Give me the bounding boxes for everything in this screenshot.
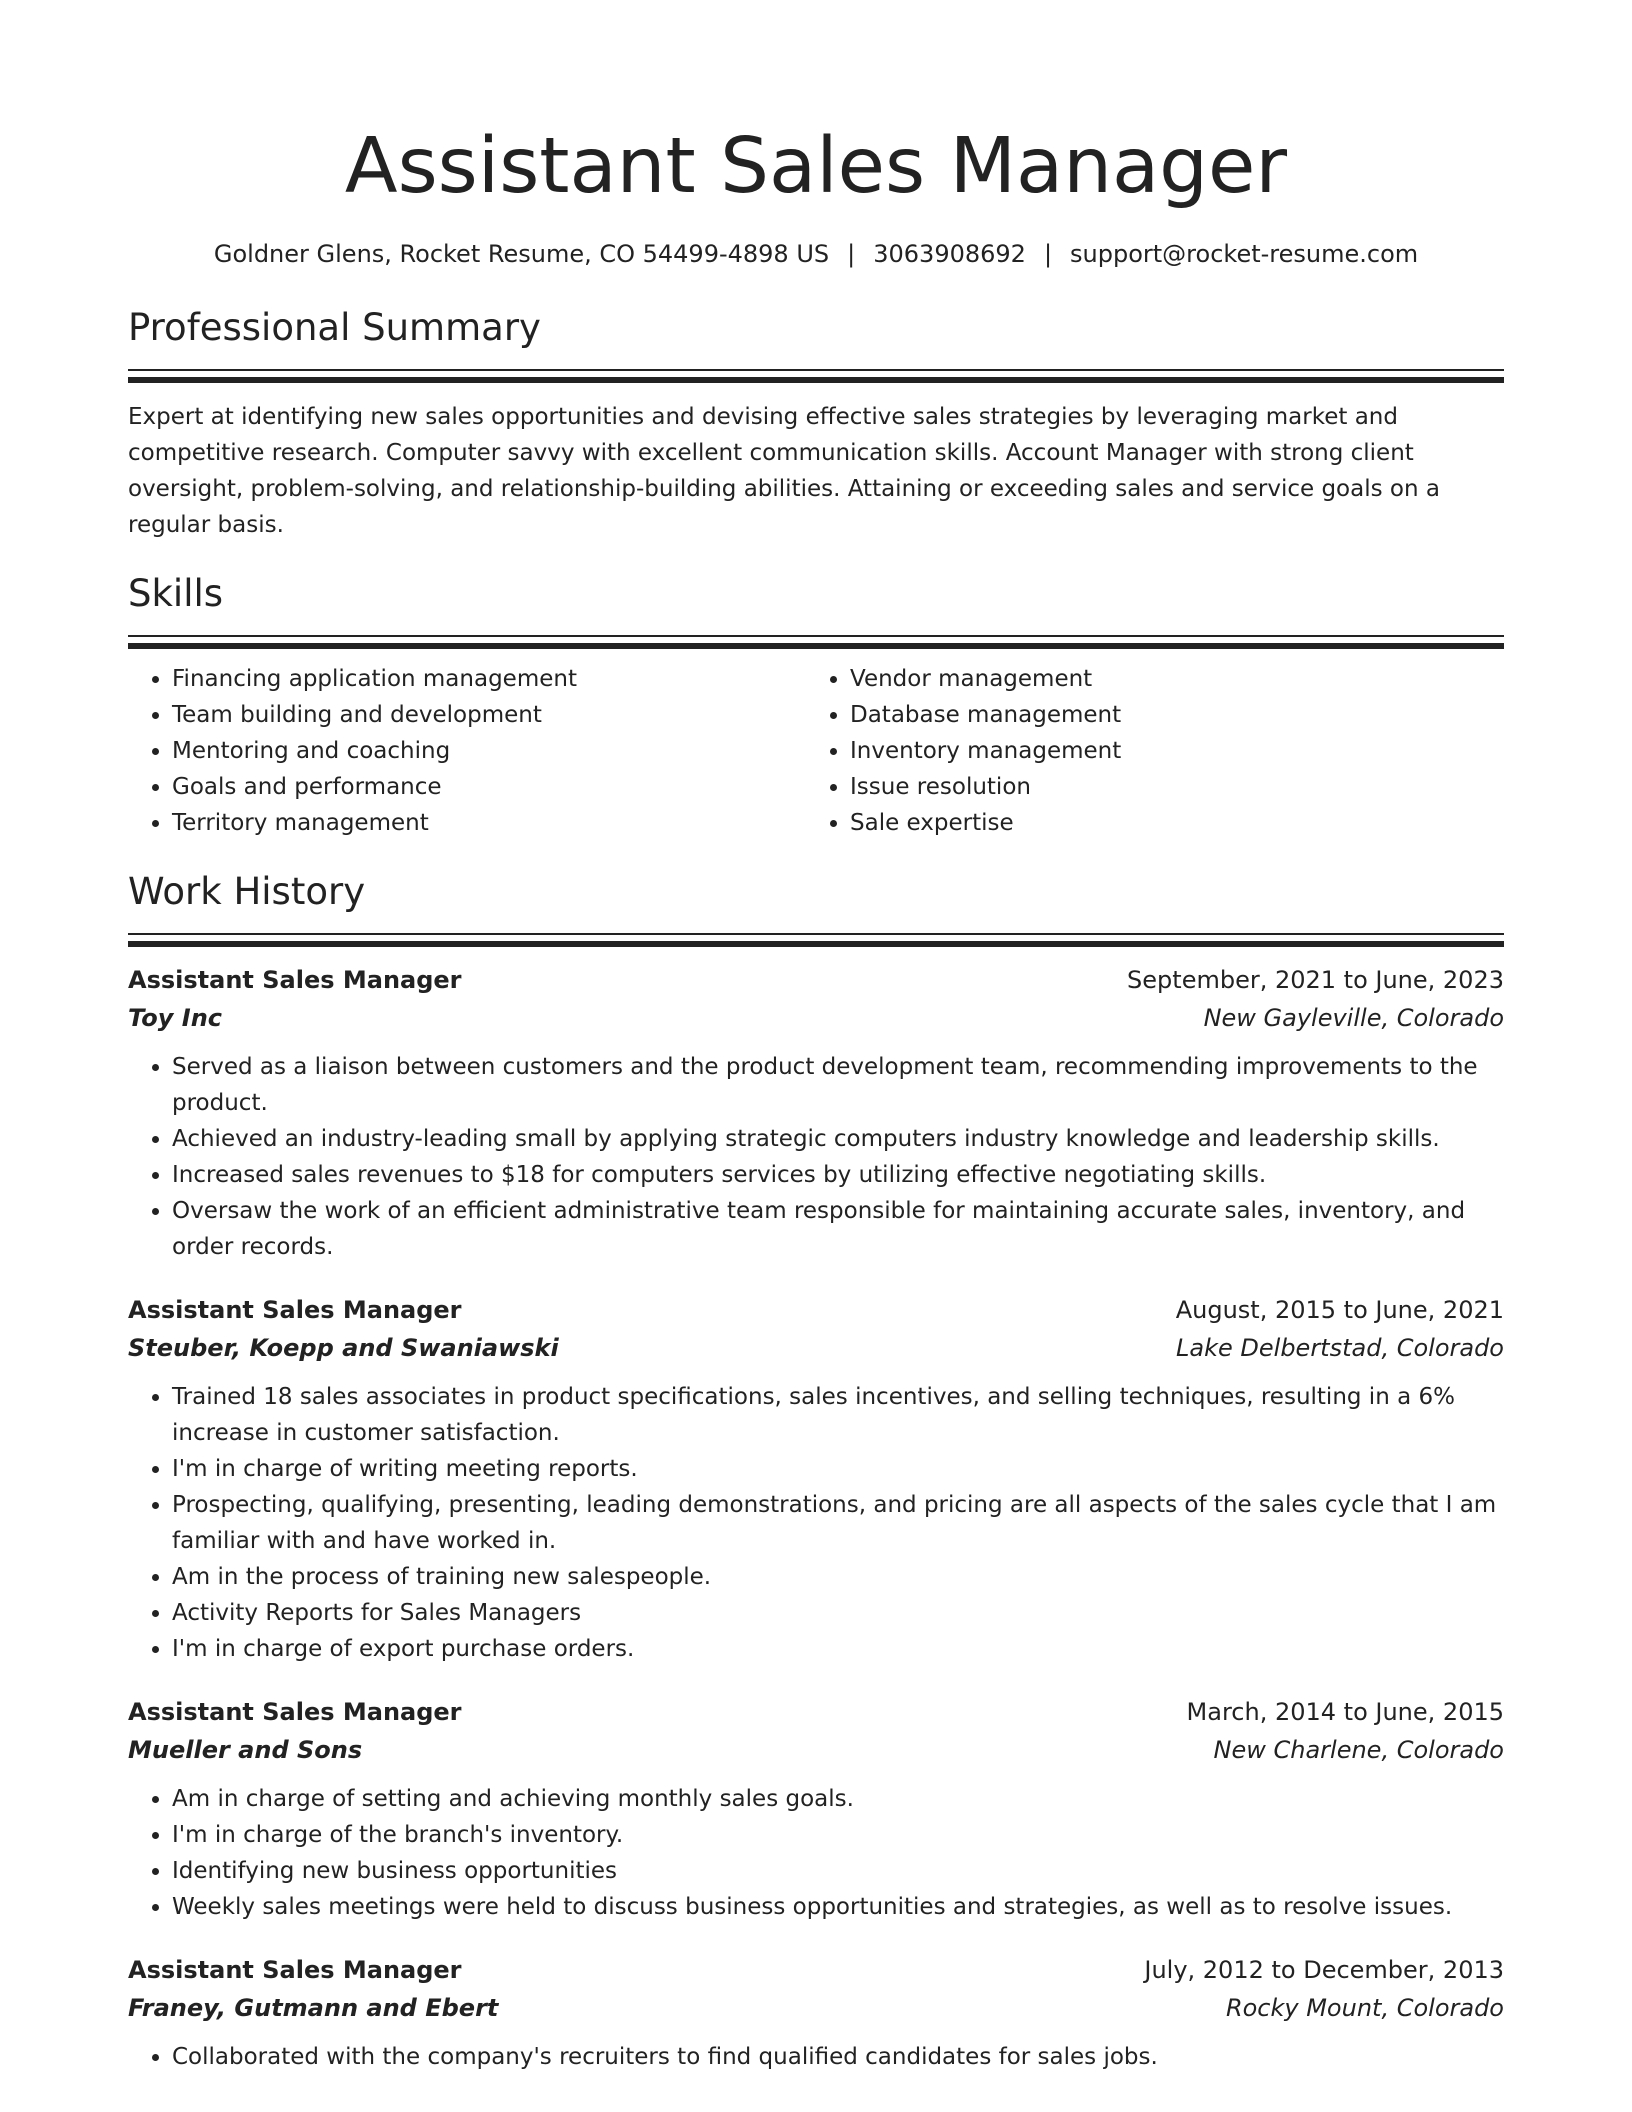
job-entry — [128, 961, 1504, 1265]
work-history-heading: Work History — [128, 870, 366, 913]
job-bullet: • Achieved an industry-leading small by applying strategic computers industry knowledge and leadership skills. — [172, 1121, 1504, 1157]
skill-item: • Inventory management — [850, 733, 1484, 769]
section-divider — [128, 933, 1504, 935]
job-bullet: • Activity Reports for Sales Managers — [172, 1595, 1504, 1631]
job-title: Assistant Sales Manager — [128, 1296, 462, 1324]
job-dates: March, 2014 to June, 2015 — [1186, 1698, 1504, 1726]
resume-page — [128, 0, 1504, 2075]
job-bullet: • Am in charge of setting and achieving monthly sales goals. — [172, 1781, 1504, 1817]
job-location: New Gayleville, Colorado — [1203, 1004, 1504, 1032]
skill-item: • Team building and development — [172, 697, 806, 733]
job-location: Rocky Mount, Colorado — [1225, 1994, 1504, 2022]
job-bullet: • Served as a liaison between customers and the product development team, recommending improvements to the product. — [172, 1049, 1504, 1121]
job-bullet: • Oversaw the work of an efficient administrative team responsible for maintaining accurate sales, inventory, and order records. — [172, 1193, 1504, 1265]
job-bullet: • Identifying new business opportunities — [172, 1853, 1504, 1889]
job-title: Assistant Sales Manager — [128, 966, 462, 994]
skills-list — [128, 661, 1504, 841]
section-divider — [128, 635, 1504, 637]
skill-item: • Issue resolution — [850, 769, 1484, 805]
skills-section — [128, 569, 1504, 841]
resume-name: Assistant Sales Manager — [344, 122, 1288, 211]
job-entry — [128, 1951, 1504, 2075]
skill-item: • Vendor management — [850, 661, 1484, 697]
skill-item: • Sale expertise — [850, 805, 1484, 841]
job-title: Assistant Sales Manager — [128, 1698, 462, 1726]
summary-heading: Professional Summary — [128, 306, 541, 349]
skill-item: • Database management — [850, 697, 1484, 733]
skill-item: • Goals and performance — [172, 769, 806, 805]
job-bullet: • Increased sales revenues to $18 for computers services by utilizing effective negotiating skills. — [172, 1157, 1504, 1193]
job-entry — [128, 1693, 1504, 1925]
job-company: Toy Inc — [128, 1004, 223, 1032]
contact-line — [128, 238, 1504, 270]
job-bullet: • I'm in charge of export purchase orders. — [172, 1631, 1504, 1667]
job-location: Lake Delbertstad, Colorado — [1176, 1334, 1504, 1362]
summary-text: Expert at identifying new sales opportunities and devising effective sales strategies by leveraging market and competitive research. Computer savvy with excellent communication skills. Account Manager with strong client oversight, problem-solving, and relationship-building abilities. Attaining or exceeding sales and service goals on a regular basis. — [128, 404, 1440, 538]
job-title: Assistant Sales Manager — [128, 1956, 462, 1984]
job-bullets — [128, 1379, 1504, 1667]
job-bullet: • Am in the process of training new salespeople. — [172, 1559, 1504, 1595]
job-location: New Charlene, Colorado — [1213, 1736, 1504, 1764]
job-bullets — [128, 1049, 1504, 1265]
job-bullet: • I'm in charge of the branch's inventory. — [172, 1817, 1504, 1853]
job-bullets — [128, 1781, 1504, 1925]
skills-column-left — [128, 661, 806, 841]
job-bullet: • Trained 18 sales associates in product specifications, sales incentives, and selling techniques, resulting in a 6% increase in customer satisfaction. — [172, 1379, 1504, 1451]
job-company: Franey, Gutmann and Ebert — [128, 1994, 499, 2022]
section-divider-thick — [128, 941, 1504, 947]
section-divider — [128, 369, 1504, 371]
skills-column-right — [806, 661, 1484, 841]
job-bullets — [128, 2039, 1504, 2075]
job-dates: September, 2021 to June, 2023 — [1127, 966, 1504, 994]
skills-heading: Skills — [128, 572, 224, 615]
job-bullet: • Weekly sales meetings were held to discuss business opportunities and strategies, as well as to resolve issues. — [172, 1889, 1504, 1925]
skill-item: • Territory management — [172, 805, 806, 841]
contact-separator: | — [1043, 240, 1053, 268]
contact-address: Goldner Glens, Rocket Resume, CO 54499-4898 US — [213, 240, 830, 268]
skill-item: • Mentoring and coaching — [172, 733, 806, 769]
job-bullet: • Collaborated with the company's recruiters to find qualified candidates for sales jobs. — [172, 2039, 1504, 2075]
job-bullet: • I'm in charge of writing meeting reports. — [172, 1451, 1504, 1487]
job-dates: August, 2015 to June, 2021 — [1175, 1296, 1504, 1324]
section-divider-thick — [128, 377, 1504, 383]
section-divider-thick — [128, 643, 1504, 649]
work-history-section — [128, 867, 1504, 2075]
contact-separator: | — [847, 240, 856, 268]
contact-phone: 3063908692 — [873, 240, 1026, 268]
contact-email: support@rocket-resume.com — [1070, 240, 1419, 268]
skill-item: • Financing application management — [172, 661, 806, 697]
job-entry — [128, 1291, 1504, 1667]
job-company: Mueller and Sons — [128, 1736, 363, 1764]
job-company: Steuber, Koepp and Swaniawski — [128, 1334, 559, 1362]
summary-section — [128, 303, 1504, 543]
job-bullet: • Prospecting, qualifying, presenting, leading demonstrations, and pricing are all aspects of the sales cycle that I am familiar with and have worked in. — [172, 1487, 1504, 1559]
job-dates: July, 2012 to December, 2013 — [1144, 1956, 1504, 1984]
